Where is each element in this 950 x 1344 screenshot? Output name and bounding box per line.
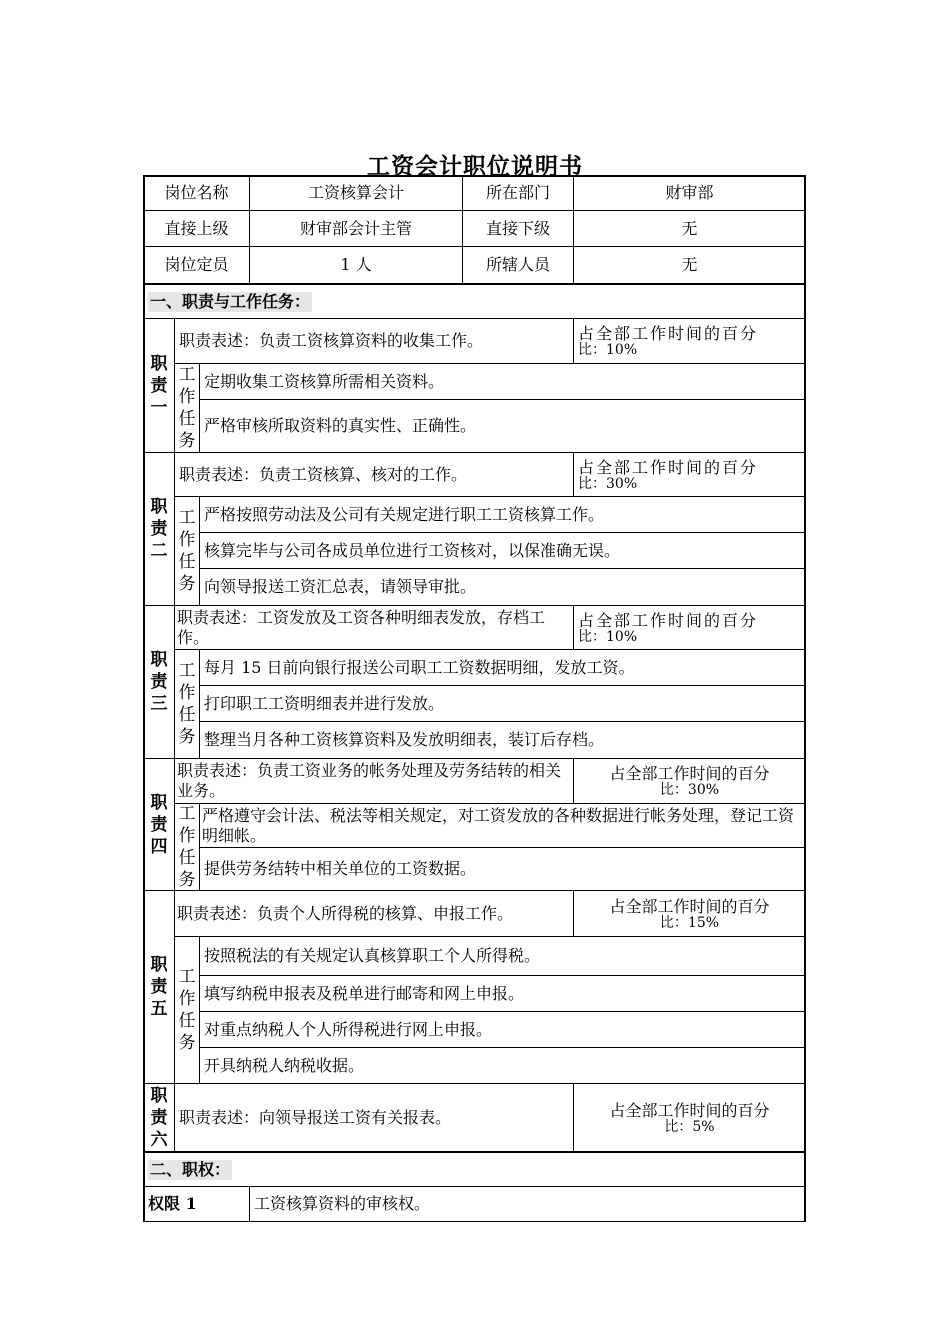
duty-label-text: 职责六 xyxy=(150,1085,168,1150)
task-item-text: 严格遵守会计法、税法等相关规定，对工资发放的各种数据进行帐务处理，登记工资明细帐。 xyxy=(202,805,795,845)
duty-pct-b: 比：30% xyxy=(659,782,720,798)
duty-desc: 职责表述：负责工资核算、核对的工作。 xyxy=(174,452,574,497)
task-label-text: 工作任务 xyxy=(178,365,196,451)
value-staff: 无 xyxy=(573,246,806,284)
value-headcount: 1 人 xyxy=(249,246,463,284)
duty-desc-text: 职责表述：工资发放及工资各种明细表发放，存档工作。 xyxy=(177,607,546,647)
label-position-name: 岗位名称 xyxy=(143,175,250,211)
task-item: 严格审核所取资料的真实性、正确性。 xyxy=(199,399,806,453)
task-label xyxy=(174,496,200,606)
authority-label: 权限 1 xyxy=(143,1186,250,1222)
task-label-text: 工作任务 xyxy=(178,508,196,594)
duty-pct-a: 占全部工作时间的百分 xyxy=(578,324,759,343)
task-item: 对重点纳税人个人所得税进行网上申报。 xyxy=(199,1011,806,1048)
task-item: 每月 15 日前向银行报送公司职工工资数据明细，发放工资。 xyxy=(199,649,806,686)
section-duties-header xyxy=(143,283,806,319)
duty-desc-text: 职责表述：负责个人所得税的核算、申报工作。 xyxy=(177,903,514,923)
section-authority-header xyxy=(143,1151,806,1187)
task-item: 整理当月各种工资核算资料及发放明细表，装订后存档。 xyxy=(199,721,806,759)
duty-pct xyxy=(573,890,806,937)
duty-pct-b: 比：10% xyxy=(578,342,638,358)
task-label xyxy=(174,936,200,1084)
label-staff: 所辖人员 xyxy=(462,246,574,284)
duty-pct-a: 占全部工作时间的百分 xyxy=(609,764,770,783)
duty-desc xyxy=(174,890,574,937)
duty-desc: 职责表述：向领导报送工资有关报表。 xyxy=(174,1083,574,1152)
task-item: 填写纳税申报表及税单进行邮寄和网上申报。 xyxy=(199,975,806,1012)
duty-pct-b: 比：5% xyxy=(664,1118,715,1135)
duty-label xyxy=(143,605,175,759)
task-item: 提供劳务结转中相关单位的工资数据。 xyxy=(199,847,806,891)
task-label xyxy=(174,363,200,453)
duty-desc xyxy=(174,758,574,804)
duty-pct-b: 比：30% xyxy=(578,475,638,492)
task-item: 打印职工工资明细表并进行发放。 xyxy=(199,685,806,722)
duty-pct-a: 占全部工作时间的百分 xyxy=(578,610,759,630)
task-label-text: 工作任务 xyxy=(178,967,196,1053)
duty-desc-text: 职责表述：负责工资业务的帐务处理及劳务结转的相关业务。 xyxy=(177,761,562,800)
duty-pct xyxy=(573,605,806,650)
task-label-text: 工作任务 xyxy=(178,661,196,747)
duty-pct-a: 占全部工作时间的百分 xyxy=(609,896,770,916)
duty-label xyxy=(143,1083,175,1152)
duty-label xyxy=(143,452,175,606)
value-department: 财审部 xyxy=(573,175,806,211)
duty-label-text: 职责五 xyxy=(150,955,168,1019)
task-item: 定期收集工资核算所需相关资料。 xyxy=(199,363,806,400)
task-item: 严格按照劳动法及公司有关规定进行职工工资核算工作。 xyxy=(199,496,806,533)
section-authority-title: 二、职权： xyxy=(150,1159,231,1179)
duty-label xyxy=(143,758,175,891)
duty-pct-b: 比：15% xyxy=(659,914,720,931)
label-headcount: 岗位定员 xyxy=(143,246,250,284)
duty-label-text: 职责四 xyxy=(150,792,168,857)
duty-label-text: 职责三 xyxy=(150,650,168,714)
task-item: 按照税法的有关规定认真核算职工个人所得税。 xyxy=(199,936,806,976)
duty-pct-a: 占全部工作时间的百分 xyxy=(609,1100,770,1120)
page-title: 工资会计职位说明书 xyxy=(367,153,583,180)
duty-pct xyxy=(573,452,806,497)
authority-text: 工资核算资料的审核权。 xyxy=(249,1186,806,1222)
duty-pct-b: 比：10% xyxy=(578,628,638,645)
duty-label xyxy=(143,890,175,1084)
duty-label-text: 职责二 xyxy=(150,497,168,561)
duty-pct xyxy=(573,1083,806,1152)
duty-label xyxy=(143,318,175,453)
value-supervisor: 财审部会计主管 xyxy=(249,210,463,247)
task-item: 向领导报送工资汇总表，请领导审批。 xyxy=(199,568,806,606)
task-label xyxy=(174,803,200,891)
task-label xyxy=(174,649,200,759)
task-label-text: 工作任务 xyxy=(178,804,196,890)
task-item: 核算完毕与公司各成员单位进行工资核对，以保准确无误。 xyxy=(199,532,806,569)
duty-pct xyxy=(573,758,806,804)
duty-label-text: 职责一 xyxy=(150,353,168,418)
duty-pct-a: 占全部工作时间的百分 xyxy=(578,457,759,477)
value-position-name: 工资核算会计 xyxy=(249,175,463,211)
duty-desc: 职责表述：负责工资核算资料的收集工作。 xyxy=(174,318,574,364)
label-department: 所在部门 xyxy=(462,175,574,211)
task-item xyxy=(199,803,806,848)
task-item: 开具纳税人纳税收据。 xyxy=(199,1047,806,1084)
value-subordinate: 无 xyxy=(573,210,806,247)
duty-pct xyxy=(573,318,806,364)
section-duties-title: 一、职责与工作任务： xyxy=(150,291,311,311)
label-subordinate: 直接下级 xyxy=(462,210,574,247)
label-supervisor: 直接上级 xyxy=(143,210,250,247)
duty-desc xyxy=(174,605,574,650)
